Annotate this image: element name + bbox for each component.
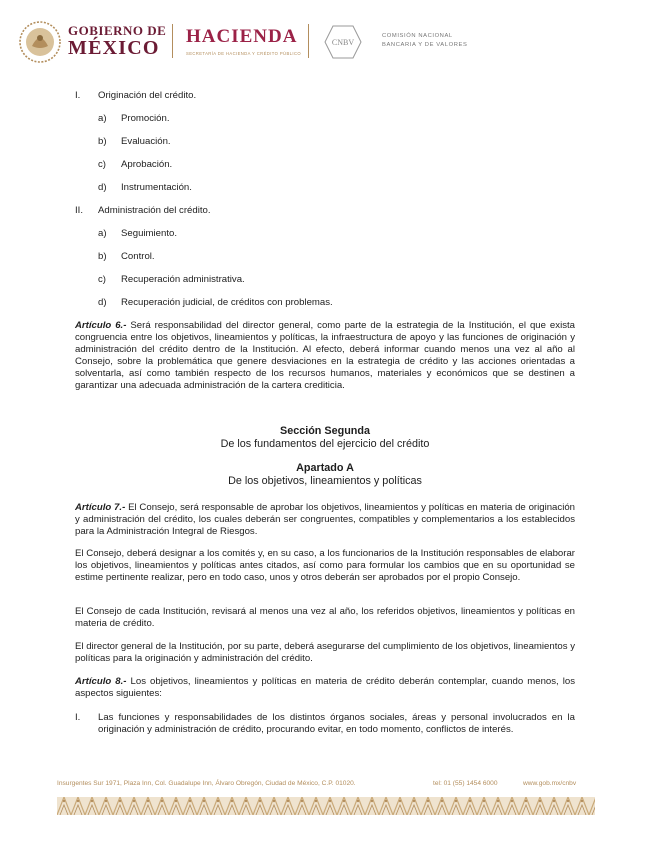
sublist-letter: d)	[98, 182, 107, 193]
sublist-text: Recuperación judicial, de créditos con problemas.	[121, 297, 333, 308]
article-text: Los objetivos, lineamientos y políticas en materia de crédito deberán contemplar, cuando menos, los aspectos siguientes:	[75, 676, 576, 699]
apartado-title: Apartado A	[296, 462, 354, 474]
article-text: El Consejo, será responsable de aprobar los objetivos, lineamientos y políticas en materia de originación y administración del crédito, los cuales deberán ser congruentes, compatibles y complementarios a los establecidos para la Administración Integral de Riesgos.	[75, 502, 575, 537]
gob-line1: GOBIERNO DE	[68, 23, 167, 38]
article-label: Artículo 6.-	[75, 320, 127, 331]
list-item-text: Originación del crédito.	[98, 90, 197, 101]
cnbv-name	[382, 32, 467, 50]
cnbv-line2: BANCARIA Y DE VALORES	[382, 42, 468, 48]
gobierno-mexico-logo	[68, 24, 166, 58]
sublist-letter: d)	[98, 297, 107, 308]
footer-ornament-band	[57, 797, 595, 815]
paragraph: El Consejo de cada Institución, revisará al menos una vez al año, los referidos objetivos, lineamientos y políticas en materia de crédito.	[75, 606, 575, 629]
footer-address: Insurgentes Sur 1971, Plaza Inn, Col. Guadalupe Inn, Álvaro Obregón, Ciudad de México, C.P. 01020.	[57, 780, 356, 787]
sublist-letter: b)	[98, 136, 107, 147]
sublist-letter: c)	[98, 274, 106, 285]
article-7	[75, 502, 575, 538]
gob-line2: MÉXICO	[68, 37, 160, 59]
list-item-number: II.	[75, 205, 83, 216]
sublist-text: Aprobación.	[121, 159, 173, 170]
footer-phone: tel: 01 (55) 1454 6000	[433, 780, 498, 787]
section-title: Sección Segunda	[280, 425, 370, 437]
sublist-text: Evaluación.	[121, 136, 171, 147]
sublist-letter: b)	[98, 251, 107, 262]
hacienda-logo	[186, 26, 301, 56]
article-6	[75, 320, 575, 391]
article-label: Artículo 8.-	[75, 676, 127, 687]
page-header	[18, 18, 638, 68]
article-8	[75, 676, 575, 700]
list-item-text: Las funciones y responsabilidades de los distintos órganos sociales, áreas y personal involucrados en la originación y administración de crédito, procurando evitar, en todo momento, conflictos de interés.	[98, 712, 575, 735]
hacienda-subtitle: SECRETARÍA DE HACIENDA Y CRÉDITO PÚBLICO	[186, 51, 302, 56]
article-text: Será responsabilidad del director general, como parte de la estrategia de la Institución, el que exista congruencia entre los objetivos, lineamientos y políticas, la infraestructura de apoyo y las funciones de originación y administración del crédito dentro de la Institución. Al efecto, deberá informar cuando menos una vez al año al Consejo, sobre la problemática que genere desviaciones en la estrategia de crédito y las acciones orientadas a solventarla, así como también respecto de los recursos humanos, materiales y económicos que se destinen a garantizar una adecuada administración de la cartera crediticia.	[75, 320, 575, 391]
sublist-letter: a)	[98, 228, 107, 239]
cnbv-line1: COMISIÓN NACIONAL	[382, 33, 453, 39]
sublist-text: Seguimiento.	[121, 228, 177, 239]
section-subtitle: De los fundamentos del ejercicio del crédito	[220, 438, 430, 450]
apartado-subtitle: De los objetivos, lineamientos y políticas	[228, 475, 422, 487]
paragraph: El director general de la Institución, por su parte, deberá asegurarse del cumplimiento de los objetivos, lineamientos y políticas para la originación y administración del crédito.	[75, 641, 575, 664]
cnbv-logo-icon	[323, 22, 363, 62]
list-item-text: Administración del crédito.	[98, 205, 211, 216]
sublist-letter: c)	[98, 159, 106, 170]
list-item-number: I.	[75, 90, 81, 101]
sublist-letter: a)	[98, 113, 107, 124]
article-label: Artículo 7.-	[75, 502, 126, 513]
footer-web: www.gob.mx/cnbv	[523, 780, 577, 787]
sublist-text: Recuperación administrativa.	[121, 274, 245, 285]
hacienda-title: HACIENDA	[186, 26, 298, 47]
header-divider	[172, 24, 173, 58]
paragraph: El Consejo, deberá designar a los comités y, en su caso, a los funcionarios de la Institución responsables de elaborar los objetivos, lineamientos y políticas antes citados, así como para formular los cambios que en su oportunidad se estime pertinente realizar, pero en todo caso, unos y otros deberán ser aprobados por el propio Consejo.	[75, 548, 575, 583]
list-item-number: I.	[75, 712, 81, 723]
cnbv-logo-text: CNBV	[331, 38, 355, 47]
sublist-text: Instrumentación.	[121, 182, 192, 193]
mexico-seal-icon	[18, 20, 62, 64]
header-divider	[308, 24, 309, 58]
sublist-text: Promoción.	[121, 113, 170, 124]
sublist-text: Control.	[121, 251, 155, 262]
